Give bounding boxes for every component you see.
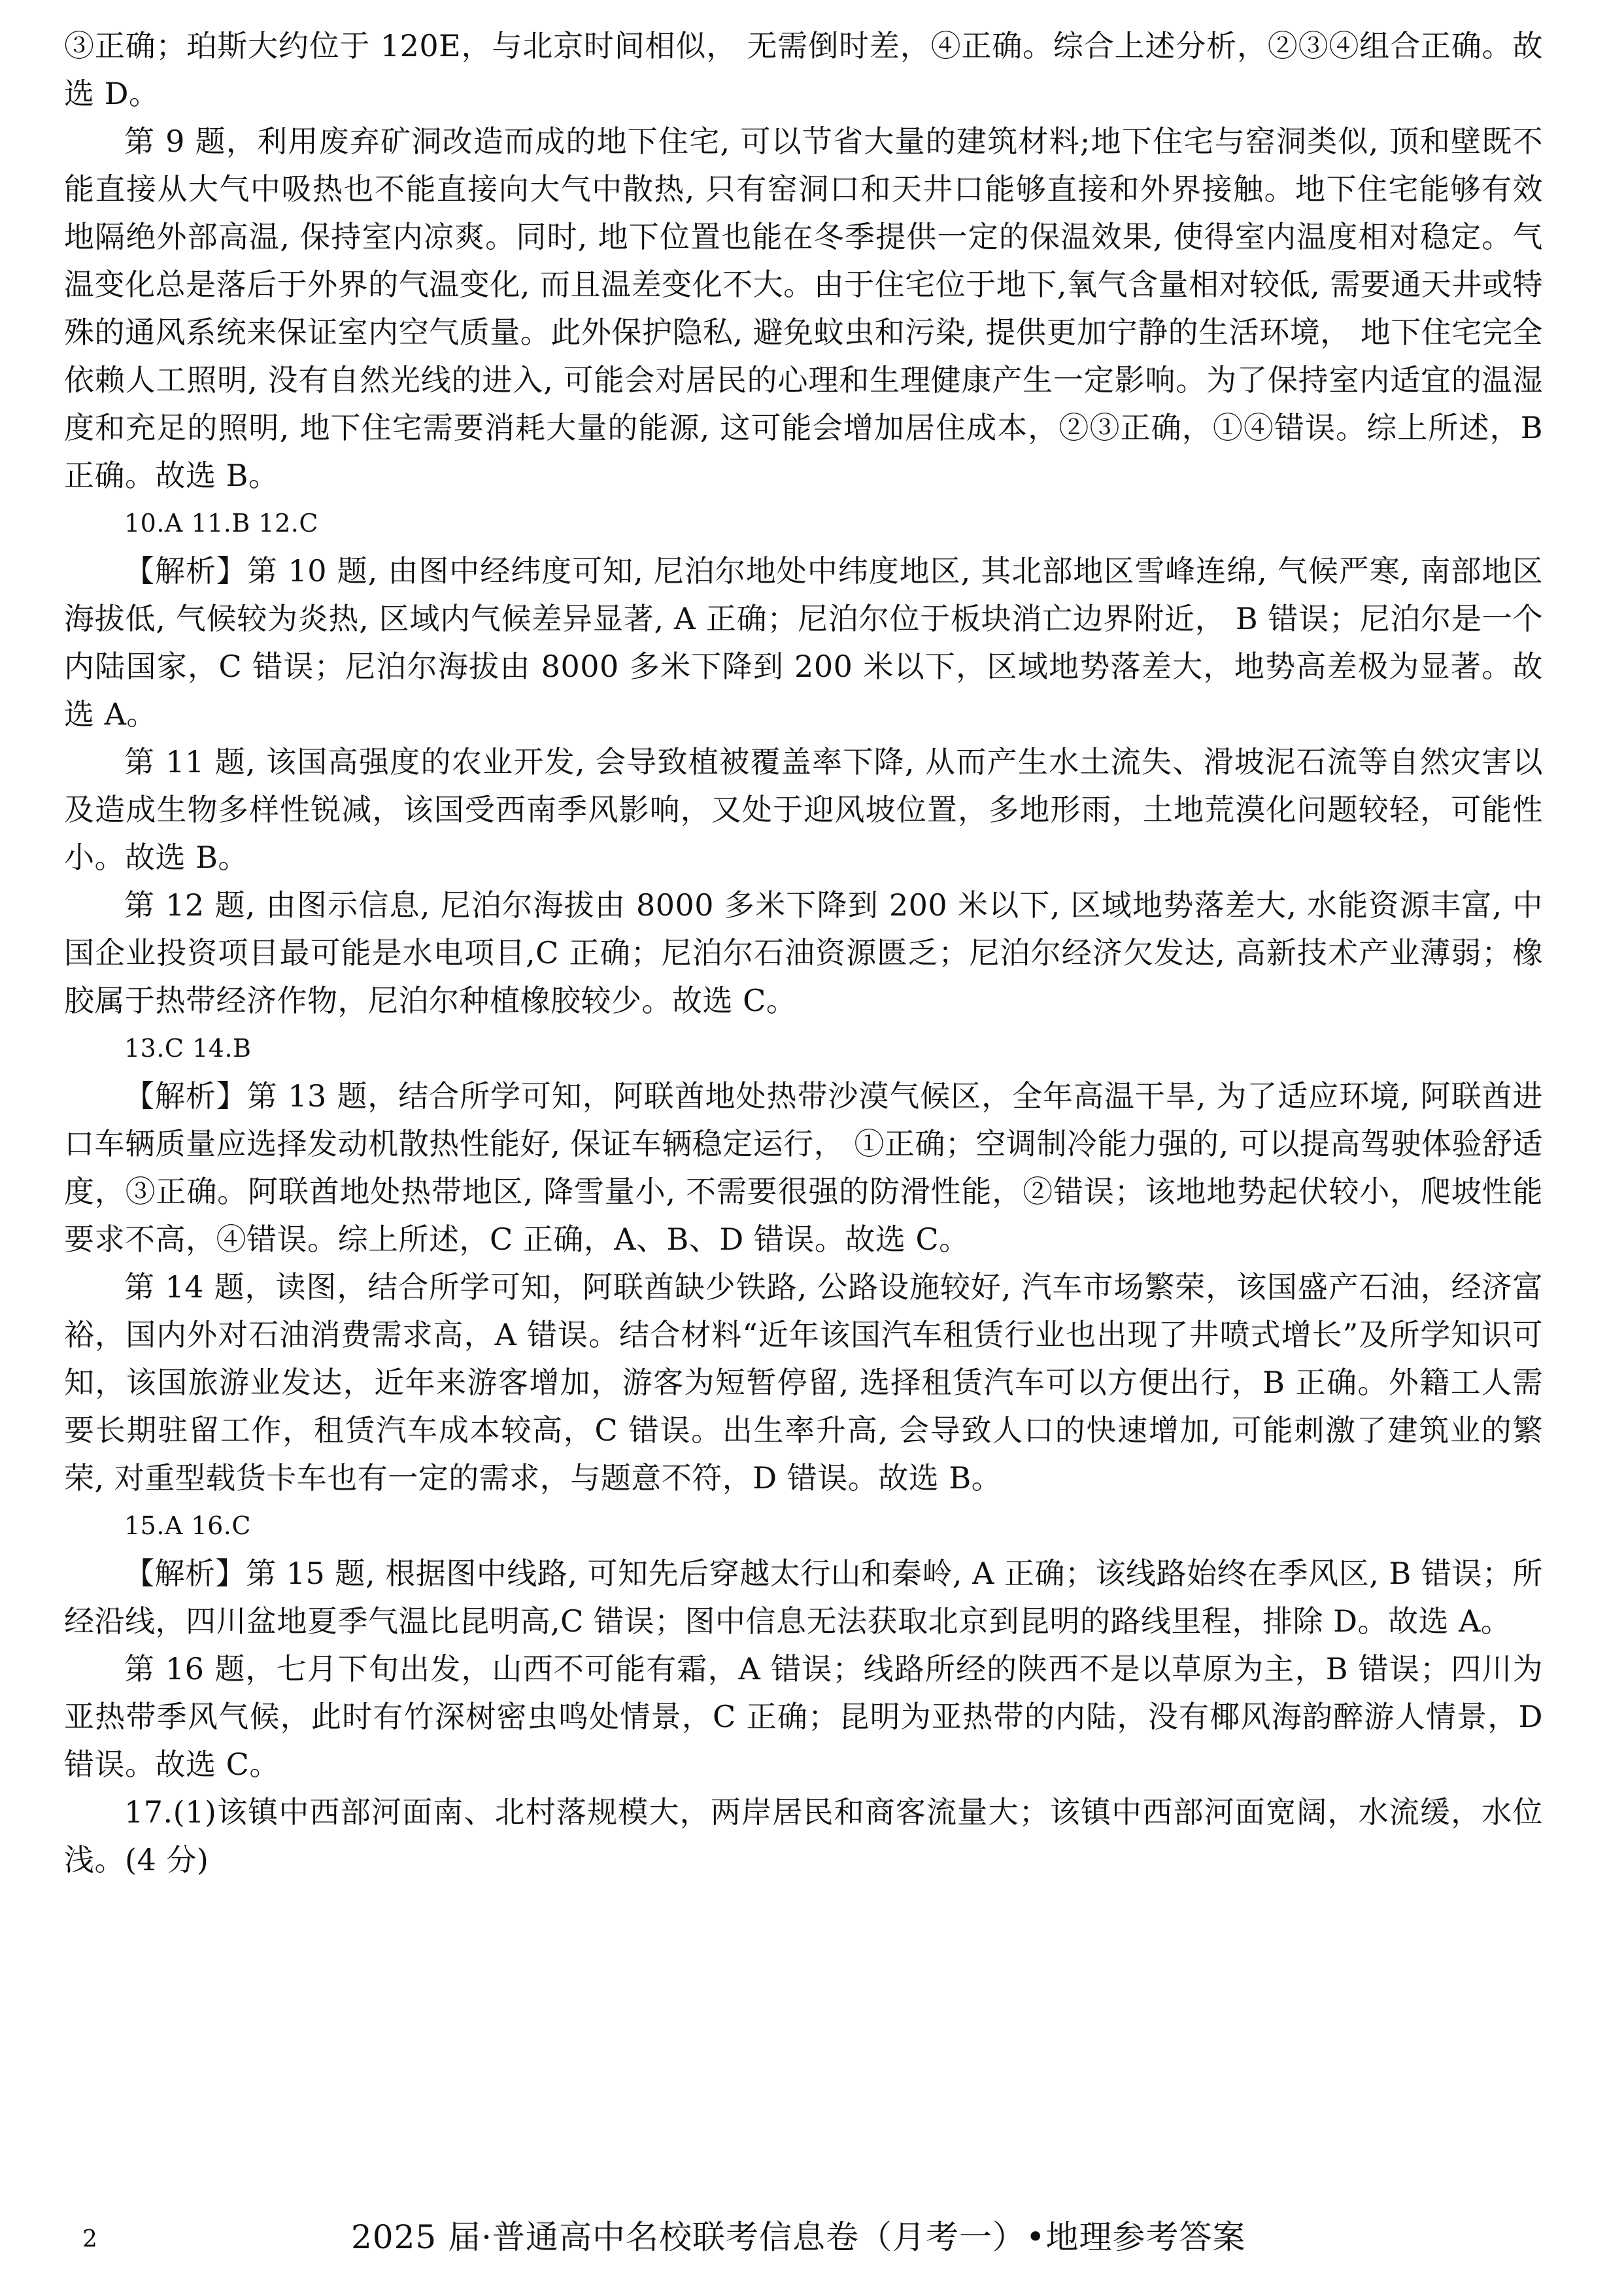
page-footer [0, 2214, 1624, 2267]
answer-key-10-12: 10.A 11.B 12.C [124, 509, 318, 538]
paragraph-q14-analysis: 第 14 题，读图，结合所学可知，阿联酋缺少铁路, 公路设施较好, 汽车市场繁荣，该国盛产石油，经济富裕，国内外对石油消费需求高，A 错误。结合材料“近年该国汽车租赁行业也出现了井喷式增长”及所学知识可知，该国旅游业发达，近年来游客增加，游客为短暂停留, 选择租赁汽车可以方便出行，B 正确。外籍工人需要长期驻留工作，租赁汽车成本较高，C 错误。出生率升高, 会导致人口的快速增加, 可能刺激了建筑业的繁荣, 对重型载货卡车也有一定的需求，与题意不符，D 错误。故选 B。 [64, 1269, 1543, 1496]
paragraph-q11-analysis: 第 11 题, 该国高强度的农业开发, 会导致植被覆盖率下降, 从而产生水土流失、滑坡泥石流等自然灾害以及造成生物多样性锐减，该国受西南季风影响，又处于迎风坡位置，多地形雨，土地荒漠化问题较轻，可能性小。故选 B。 [64, 744, 1543, 875]
paragraph-q13-analysis: 【解析】第 13 题，结合所学可知，阿联酋地处热带沙漠气候区，全年高温干旱, 为了适应环境, 阿联酋进口车辆质量应选择发动机散热性能好, 保证车辆稳定运行， ①正确；空调制冷能力强的, 可以提高驾驶体验舒适度，③正确。阿联酋地处热带地区, 降雪量小, 不需要很强的防滑性能，②错误；该地地势起伏较小，爬坡性能要求不高，④错误。综上所述，C 正确，A、B、D 错误。故选 C。 [64, 1078, 1543, 1257]
answer-content [64, 22, 1543, 1884]
paragraph-q16-analysis: 第 16 题，七月下旬出发，山西不可能有霜，A 错误；线路所经的陕西不是以草原为主，B 错误；四川为亚热带季风气候，此时有竹深树密虫鸣处情景，C 正确；昆明为亚热带的内陆，没有椰风海韵醉游人情景，D 错误。故选 C。 [64, 1651, 1543, 1782]
answer-key-15-16: 15.A 16.C [124, 1511, 251, 1540]
paragraph-q8-conclusion: ③正确；珀斯大约位于 120E，与北京时间相似， 无需倒时差，④正确。综合上述分析，②③④组合正确。故选 D。 [64, 28, 1543, 111]
paragraph-q10-analysis: 【解析】第 10 题, 由图中经纬度可知, 尼泊尔地处中纬度地区, 其北部地区雪峰连绵, 气候严寒, 南部地区海拔低, 气候较为炎热, 区域内气候差异显著, A 正确；尼泊尔位于板块消亡边界附近， B 错误；尼泊尔是一个内陆国家，C 错误；尼泊尔海拔由 8000 多米下降到 200 米以下，区域地势落差大，地势高差极为显著。故选 A。 [64, 553, 1543, 732]
paragraph-q9-analysis: 第 9 题，利用废弃矿洞改造而成的地下住宅, 可以节省大量的建筑材料;地下住宅与窑洞类似, 顶和壁既不能直接从大气中吸热也不能直接向大气中散热, 只有窑洞口和天井口能够直接和外界接触。地下住宅能够有效地隔绝外部高温, 保持室内凉爽。同时, 地下位置也能在冬季提供一定的保温效果, 使得室内温度相对稳定。气温变化总是落后于外界的气温变化, 而且温差变化不大。由于住宅位于地下,氧气含量相对较低, 需要通天井或特殊的通风系统来保证室内空气质量。此外保护隐私, 避免蚊虫和污染, 提供更加宁静的生活环境， 地下住宅完全依赖人工照明, 没有自然光线的进入, 可能会对居民的心理和生理健康产生一定影响。为了保持室内适宜的温湿度和充足的照明, 地下住宅需要消耗大量的能源, 这可能会增加居住成本，②③正确，①④错误。综上所述，B 正确。故选 B。 [64, 124, 1543, 493]
answer-key-13-14: 13.C 14.B [124, 1034, 252, 1063]
paragraph-q15-analysis: 【解析】第 15 题, 根据图中线路, 可知先后穿越太行山和秦岭, A 正确；该线路始终在季风区, B 错误；所经沿线，四川盆地夏季气温比昆明高,C 错误；图中信息无法获取北京到昆明的路线里程，排除 D。故选 A。 [64, 1556, 1543, 1639]
paragraph-q17-answer: 17.(1)该镇中西部河面南、北村落规模大，两岸居民和商客流量大；该镇中西部河面宽阔，水流缓，水位浅。(4 分) [64, 1794, 1543, 1877]
page-number: 2 [82, 2226, 97, 2253]
paragraph-q12-analysis: 第 12 题, 由图示信息, 尼泊尔海拔由 8000 多米下降到 200 米以下, 区域地势落差大, 水能资源丰富, 中国企业投资项目最可能是水电项目,C 正确；尼泊尔石油资源匮乏；尼泊尔经济欠发达, 高新技术产业薄弱；橡胶属于热带经济作物，尼泊尔种植橡胶较少。故选 C。 [64, 887, 1543, 1018]
footer-title: 2025 届·普通高中名校联考信息卷（月考一）•地理参考答案 [351, 2218, 1246, 2256]
